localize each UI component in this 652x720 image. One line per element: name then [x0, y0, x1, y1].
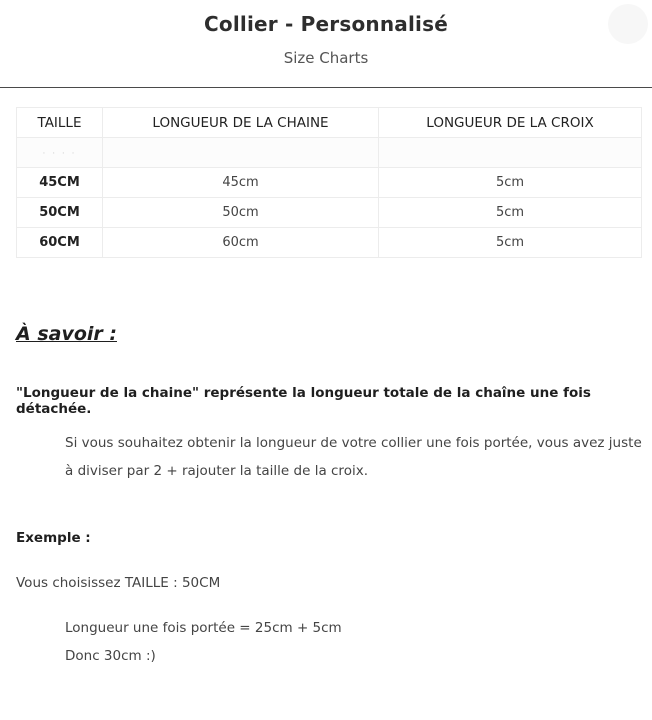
example-label: Exemple : [16, 530, 91, 546]
size-cell: 50CM [17, 198, 103, 228]
size-cell: 60CM [17, 228, 103, 258]
example-calculation: Longueur une fois portée = 25cm + 5cm [65, 620, 342, 636]
cross-length-cell: 5cm [379, 168, 642, 198]
example-result: Donc 30cm :) [65, 648, 156, 664]
placeholder-cell [379, 138, 642, 168]
cross-length-cell: 5cm [379, 228, 642, 258]
chain-length-cell: 60cm [103, 228, 379, 258]
placeholder-cell [103, 138, 379, 168]
size-table [16, 107, 642, 258]
close-button[interactable] [608, 4, 648, 44]
column-header-cross: LONGUEUR DE LA CROIX [379, 108, 642, 138]
table-row [17, 198, 642, 228]
column-header-size: TAILLE [17, 108, 103, 138]
page-title: Collier - Personnalisé [204, 12, 448, 36]
table-header-row [17, 108, 642, 138]
table-row [17, 168, 642, 198]
size-cell: 45CM [17, 168, 103, 198]
table-row-placeholder [17, 138, 642, 168]
worn-length-tip: Si vous souhaitez obtenir la longueur de votre collier une fois portée, vous avez juste à diviser par 2 + rajouter la taille de la croix. [65, 435, 642, 479]
placeholder-cell [17, 138, 103, 168]
example-choice: Vous choisissez TAILLE : 50CM [16, 575, 221, 591]
placeholder-dots: · · · · [42, 149, 77, 159]
info-heading: À savoir : [16, 323, 117, 345]
page-subtitle: Size Charts [283, 49, 369, 67]
column-header-chain: LONGUEUR DE LA CHAINE [103, 108, 379, 138]
size-chart-header [0, 0, 652, 88]
table-row [17, 228, 642, 258]
cross-length-cell: 5cm [379, 198, 642, 228]
chain-length-cell: 50cm [103, 198, 379, 228]
chain-length-cell: 45cm [103, 168, 379, 198]
chain-length-definition: "Longueur de la chaine" représente la longueur totale de la chaîne une fois détachée. [16, 385, 591, 417]
